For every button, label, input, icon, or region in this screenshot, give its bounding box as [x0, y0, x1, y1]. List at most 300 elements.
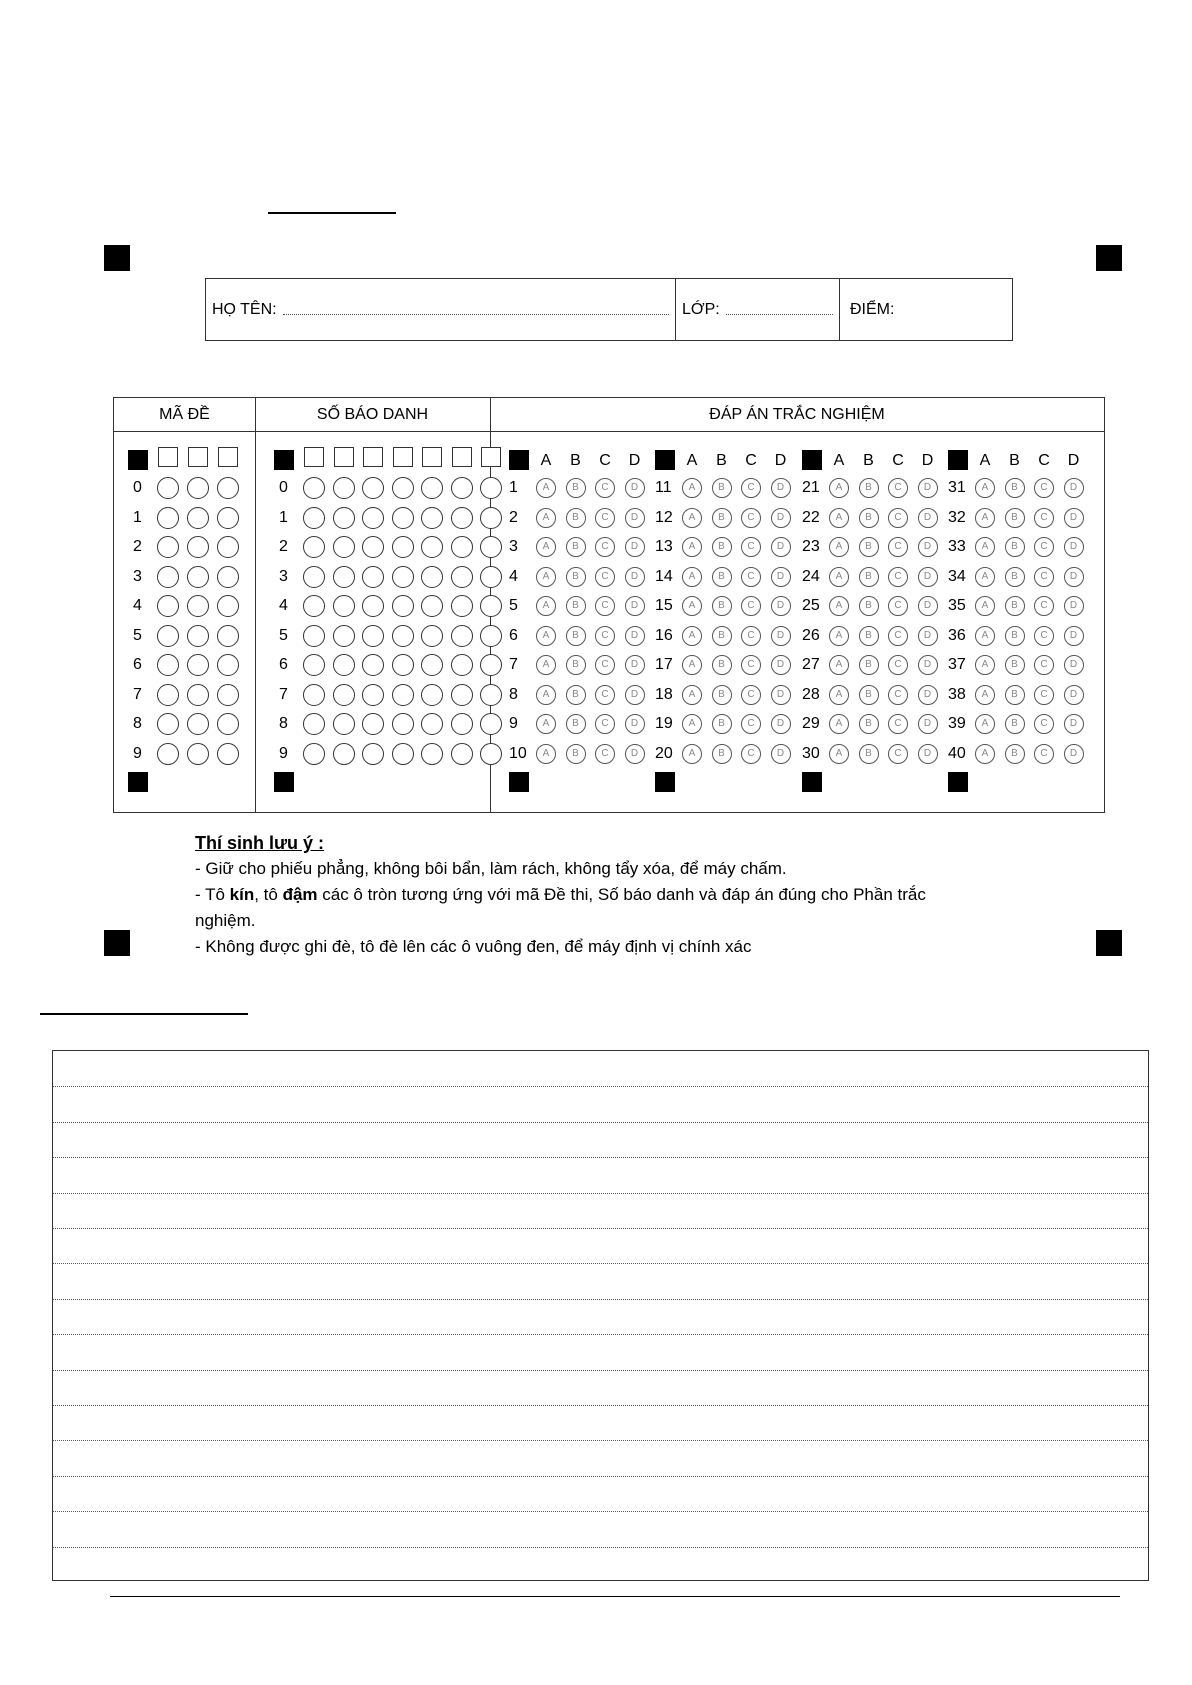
answer-bubble-c[interactable]: C — [741, 596, 761, 616]
student-id-bubble[interactable] — [421, 713, 443, 735]
exam-code-bubble[interactable] — [157, 654, 179, 676]
answer-bubble-c[interactable]: C — [741, 744, 761, 764]
answer-bubble-a[interactable]: A — [975, 714, 995, 734]
answer-bubble-b[interactable]: B — [712, 626, 732, 646]
answer-bubble-b[interactable]: B — [859, 537, 879, 557]
student-id-box[interactable] — [363, 447, 383, 467]
student-id-bubble[interactable] — [362, 595, 384, 617]
student-id-bubble[interactable] — [421, 536, 443, 558]
answer-bubble-b[interactable]: B — [566, 626, 586, 646]
exam-code-bubble[interactable] — [157, 536, 179, 558]
answer-bubble-b[interactable]: B — [1005, 744, 1025, 764]
answer-bubble-d[interactable]: D — [918, 537, 938, 557]
student-id-bubble[interactable] — [480, 536, 502, 558]
answer-bubble-a[interactable]: A — [536, 478, 556, 498]
answer-bubble-d[interactable]: D — [625, 626, 645, 646]
exam-code-bubble[interactable] — [217, 477, 239, 499]
essay-line — [53, 1547, 1148, 1548]
question-number: 14 — [655, 567, 673, 585]
answer-bubble-c[interactable]: C — [888, 685, 908, 705]
answer-bubble-b[interactable]: B — [859, 655, 879, 675]
answer-bubble-a[interactable]: A — [975, 567, 995, 587]
answer-bubble-c[interactable]: C — [1034, 744, 1054, 764]
student-id-bubble[interactable] — [362, 713, 384, 735]
exam-code-bubble[interactable] — [217, 507, 239, 529]
answer-bubble-d[interactable]: D — [1064, 655, 1084, 675]
answer-bubble-d[interactable]: D — [918, 508, 938, 528]
answer-bubble-a[interactable]: A — [682, 567, 702, 587]
timing-mark — [128, 772, 148, 792]
student-id-box[interactable] — [393, 447, 413, 467]
answer-bubble-d[interactable]: D — [625, 655, 645, 675]
answer-bubble-d[interactable]: D — [1064, 567, 1084, 587]
answer-bubble-a[interactable]: A — [829, 626, 849, 646]
student-id-bubble[interactable] — [421, 507, 443, 529]
exam-code-bubble[interactable] — [157, 507, 179, 529]
notes-title: Thí sinh lưu ý : — [195, 833, 325, 853]
answer-bubble-b[interactable]: B — [712, 744, 732, 764]
answer-bubble-c[interactable]: C — [1034, 626, 1054, 646]
name-label: HỌ TÊN: — [212, 300, 277, 318]
answer-bubble-a[interactable]: A — [536, 685, 556, 705]
answer-bubble-d[interactable]: D — [771, 508, 791, 528]
exam-code-title: MÃ ĐỀ — [159, 405, 210, 423]
answer-bubble-d[interactable]: D — [625, 744, 645, 764]
answer-bubble-a[interactable]: A — [682, 685, 702, 705]
student-id-bubble[interactable] — [451, 743, 473, 765]
student-id-bubble[interactable] — [480, 654, 502, 676]
student-id-bubble[interactable] — [333, 743, 355, 765]
answer-bubble-b[interactable]: B — [566, 508, 586, 528]
answer-bubble-d[interactable]: D — [1064, 537, 1084, 557]
corner-marker-bottom-right — [1096, 930, 1122, 956]
answer-bubble-d[interactable]: D — [771, 685, 791, 705]
question-number: 5 — [509, 597, 518, 614]
student-id-digit: 0 — [279, 479, 288, 496]
student-id-bubble[interactable] — [451, 684, 473, 706]
answer-bubble-a[interactable]: A — [536, 714, 556, 734]
student-id-bubble[interactable] — [451, 595, 473, 617]
answer-bubble-b[interactable]: B — [1005, 478, 1025, 498]
answer-bubble-d[interactable]: D — [625, 508, 645, 528]
exam-code-bubble[interactable] — [217, 654, 239, 676]
answer-bubble-c[interactable]: C — [888, 537, 908, 557]
answer-bubble-a[interactable]: A — [682, 714, 702, 734]
exam-code-bubble[interactable] — [187, 654, 209, 676]
answer-bubble-d[interactable]: D — [1064, 714, 1084, 734]
answer-bubble-a[interactable]: A — [975, 744, 995, 764]
answer-bubble-c[interactable]: C — [888, 567, 908, 587]
answer-bubble-a[interactable]: A — [536, 596, 556, 616]
student-id-bubble[interactable] — [362, 625, 384, 647]
essay-line — [53, 1370, 1148, 1371]
answer-bubble-c[interactable]: C — [888, 744, 908, 764]
answer-bubble-b[interactable]: B — [566, 596, 586, 616]
answer-bubble-a[interactable]: A — [682, 478, 702, 498]
exam-code-bubble[interactable] — [217, 713, 239, 735]
answer-bubble-d[interactable]: D — [918, 744, 938, 764]
answer-bubble-d[interactable]: D — [625, 714, 645, 734]
student-id-bubble[interactable] — [303, 713, 325, 735]
student-id-bubble[interactable] — [451, 477, 473, 499]
question-number: 11 — [655, 479, 672, 496]
answer-bubble-b[interactable]: B — [859, 685, 879, 705]
answer-bubble-a[interactable]: A — [975, 596, 995, 616]
exam-code-bubble[interactable] — [157, 595, 179, 617]
exam-code-bubble[interactable] — [217, 566, 239, 588]
answer-bubble-a[interactable]: A — [682, 596, 702, 616]
question-number: 3 — [509, 538, 518, 555]
answer-bubble-d[interactable]: D — [771, 537, 791, 557]
answer-bubble-d[interactable]: D — [771, 596, 791, 616]
answer-bubble-c[interactable]: C — [595, 685, 615, 705]
answers-title: ĐÁP ÁN TRẮC NGHIỆM — [709, 405, 885, 423]
answer-bubble-b[interactable]: B — [859, 744, 879, 764]
answer-bubble-a[interactable]: A — [682, 626, 702, 646]
choice-header-b: B — [570, 452, 581, 469]
student-id-digit: 3 — [279, 567, 288, 585]
essay-line — [53, 1405, 1148, 1406]
answer-bubble-c[interactable]: C — [888, 626, 908, 646]
answer-bubble-b[interactable]: B — [712, 478, 732, 498]
answer-bubble-c[interactable]: C — [888, 655, 908, 675]
student-id-bubble[interactable] — [303, 595, 325, 617]
answer-bubble-d[interactable]: D — [625, 596, 645, 616]
student-id-bubble[interactable] — [392, 743, 414, 765]
answer-bubble-a[interactable]: A — [682, 537, 702, 557]
student-id-bubble[interactable] — [362, 536, 384, 558]
exam-code-bubble[interactable] — [187, 536, 209, 558]
student-id-bubble[interactable] — [333, 684, 355, 706]
answer-bubble-a[interactable]: A — [975, 626, 995, 646]
student-id-bubble[interactable] — [362, 684, 384, 706]
answer-bubble-c[interactable]: C — [1034, 567, 1054, 587]
exam-code-box[interactable] — [218, 447, 238, 467]
student-id-bubble[interactable] — [480, 507, 502, 529]
answer-bubble-b[interactable]: B — [859, 714, 879, 734]
score-label: ĐIỂM: — [850, 300, 895, 318]
exam-code-bubble[interactable] — [187, 566, 209, 588]
answer-bubble-b[interactable]: B — [1005, 567, 1025, 587]
answer-bubble-a[interactable]: A — [829, 537, 849, 557]
question-number: 7 — [509, 656, 518, 673]
exam-code-bubble[interactable] — [157, 713, 179, 735]
answer-bubble-a[interactable]: A — [829, 744, 849, 764]
answer-bubble-d[interactable]: D — [771, 567, 791, 587]
score-cell[interactable] — [839, 279, 1012, 340]
student-id-bubble[interactable] — [333, 654, 355, 676]
student-id-box[interactable] — [422, 447, 442, 467]
answer-bubble-a[interactable]: A — [536, 537, 556, 557]
answer-bubble-b[interactable]: B — [566, 537, 586, 557]
answer-bubble-c[interactable]: C — [595, 714, 615, 734]
student-id-bubble[interactable] — [480, 566, 502, 588]
answer-bubble-d[interactable]: D — [1064, 685, 1084, 705]
exam-code-bubble[interactable] — [157, 743, 179, 765]
answer-bubble-c[interactable]: C — [1034, 714, 1054, 734]
student-id-digit: 5 — [279, 626, 288, 644]
answer-bubble-d[interactable]: D — [918, 714, 938, 734]
answer-bubble-c[interactable]: C — [595, 655, 615, 675]
answer-bubble-a[interactable]: A — [829, 596, 849, 616]
answer-bubble-d[interactable]: D — [625, 537, 645, 557]
answer-bubble-a[interactable]: A — [536, 744, 556, 764]
answer-bubble-a[interactable]: A — [536, 655, 556, 675]
student-id-bubble[interactable] — [303, 654, 325, 676]
answer-bubble-a[interactable]: A — [682, 655, 702, 675]
answer-bubble-b[interactable]: B — [859, 478, 879, 498]
student-id-bubble[interactable] — [303, 743, 325, 765]
answer-bubble-d[interactable]: D — [1064, 478, 1084, 498]
answer-bubble-a[interactable]: A — [975, 685, 995, 705]
class-cell[interactable] — [675, 279, 839, 340]
student-id-bubble[interactable] — [362, 566, 384, 588]
student-id-bubble[interactable] — [421, 625, 443, 647]
answer-bubble-d[interactable]: D — [771, 478, 791, 498]
exam-code-bubble[interactable] — [217, 536, 239, 558]
exam-code-bubble[interactable] — [187, 625, 209, 647]
answer-bubble-d[interactable]: D — [771, 744, 791, 764]
answer-bubble-d[interactable]: D — [771, 714, 791, 734]
student-id-box[interactable] — [334, 447, 354, 467]
student-id-bubble[interactable] — [480, 477, 502, 499]
answer-bubble-d[interactable]: D — [625, 567, 645, 587]
exam-code-bubble[interactable] — [187, 684, 209, 706]
exam-code-bubble[interactable] — [157, 684, 179, 706]
answer-bubble-c[interactable]: C — [1034, 685, 1054, 705]
answer-bubble-b[interactable]: B — [1005, 537, 1025, 557]
answer-bubble-c[interactable]: C — [741, 478, 761, 498]
answer-bubble-c[interactable]: C — [741, 655, 761, 675]
student-id-box[interactable] — [481, 447, 501, 467]
answer-bubble-a[interactable]: A — [536, 626, 556, 646]
answer-bubble-b[interactable]: B — [566, 567, 586, 587]
answer-bubble-d[interactable]: D — [918, 626, 938, 646]
student-id-box[interactable] — [452, 447, 472, 467]
answer-bubble-b[interactable]: B — [712, 537, 732, 557]
student-id-bubble[interactable] — [333, 566, 355, 588]
essay-writing-area[interactable] — [52, 1050, 1149, 1581]
answer-bubble-b[interactable]: B — [1005, 508, 1025, 528]
answer-bubble-c[interactable]: C — [595, 508, 615, 528]
answer-bubble-a[interactable]: A — [682, 744, 702, 764]
student-id-bubble[interactable] — [480, 625, 502, 647]
exam-code-bubble[interactable] — [157, 625, 179, 647]
student-id-box[interactable] — [304, 447, 324, 467]
answer-bubble-a[interactable]: A — [975, 655, 995, 675]
exam-code-bubble[interactable] — [187, 595, 209, 617]
student-id-bubble[interactable] — [333, 507, 355, 529]
student-id-bubble[interactable] — [303, 566, 325, 588]
answer-bubble-c[interactable]: C — [1034, 537, 1054, 557]
student-id-bubble[interactable] — [421, 566, 443, 588]
answer-bubble-d[interactable]: D — [918, 478, 938, 498]
answer-bubble-d[interactable]: D — [771, 655, 791, 675]
student-id-bubble[interactable] — [480, 684, 502, 706]
student-id-bubble[interactable] — [303, 684, 325, 706]
student-id-digit: 9 — [279, 744, 288, 762]
exam-code-bubble[interactable] — [217, 743, 239, 765]
answer-bubble-b[interactable]: B — [859, 626, 879, 646]
answer-bubble-c[interactable]: C — [741, 685, 761, 705]
answer-bubble-b[interactable]: B — [1005, 685, 1025, 705]
answer-bubble-a[interactable]: A — [536, 508, 556, 528]
answer-bubble-a[interactable]: A — [829, 655, 849, 675]
student-id-bubble[interactable] — [421, 477, 443, 499]
student-id-bubble[interactable] — [303, 536, 325, 558]
answer-bubble-b[interactable]: B — [566, 685, 586, 705]
answer-bubble-d[interactable]: D — [918, 655, 938, 675]
answer-bubble-d[interactable]: D — [1064, 744, 1084, 764]
student-id-bubble[interactable] — [480, 595, 502, 617]
answer-bubble-b[interactable]: B — [712, 655, 732, 675]
answer-bubble-a[interactable]: A — [682, 508, 702, 528]
answer-bubble-b[interactable]: B — [1005, 714, 1025, 734]
student-id-bubble[interactable] — [333, 625, 355, 647]
answer-bubble-c[interactable]: C — [741, 567, 761, 587]
answer-bubble-c[interactable]: C — [741, 626, 761, 646]
answer-bubble-b[interactable]: B — [566, 714, 586, 734]
exam-code-bubble[interactable] — [217, 684, 239, 706]
student-id-bubble[interactable] — [392, 536, 414, 558]
answer-bubble-a[interactable]: A — [975, 478, 995, 498]
answer-bubble-b[interactable]: B — [566, 478, 586, 498]
exam-code-bubble[interactable] — [217, 625, 239, 647]
student-id-bubble[interactable] — [480, 713, 502, 735]
answer-bubble-d[interactable]: D — [625, 685, 645, 705]
answer-bubble-d[interactable]: D — [625, 478, 645, 498]
answer-bubble-a[interactable]: A — [975, 508, 995, 528]
student-id-bubble[interactable] — [333, 536, 355, 558]
student-id-bubble[interactable] — [421, 595, 443, 617]
student-id-bubble[interactable] — [303, 477, 325, 499]
answer-bubble-a[interactable]: A — [829, 478, 849, 498]
answer-bubble-b[interactable]: B — [566, 655, 586, 675]
answer-bubble-c[interactable]: C — [595, 744, 615, 764]
answer-bubble-c[interactable]: C — [741, 714, 761, 734]
answer-bubble-c[interactable]: C — [595, 567, 615, 587]
student-id-bubble[interactable] — [421, 743, 443, 765]
exam-code-box[interactable] — [188, 447, 208, 467]
exam-code-bubble[interactable] — [217, 595, 239, 617]
answer-bubble-d[interactable]: D — [918, 567, 938, 587]
answer-bubble-c[interactable]: C — [888, 478, 908, 498]
answer-bubble-a[interactable]: A — [829, 685, 849, 705]
answer-bubble-d[interactable]: D — [1064, 508, 1084, 528]
answer-bubble-c[interactable]: C — [1034, 508, 1054, 528]
answer-bubble-b[interactable]: B — [566, 744, 586, 764]
student-id-bubble[interactable] — [362, 654, 384, 676]
answer-bubble-b[interactable]: B — [712, 567, 732, 587]
answer-bubble-b[interactable]: B — [712, 508, 732, 528]
answer-bubble-c[interactable]: C — [595, 596, 615, 616]
student-id-bubble[interactable] — [451, 713, 473, 735]
question-number: 38 — [948, 685, 966, 703]
choice-header-a: A — [686, 452, 698, 469]
student-id-bubble[interactable] — [392, 477, 414, 499]
choice-header-b: B — [1009, 452, 1020, 469]
answer-bubble-b[interactable]: B — [1005, 655, 1025, 675]
student-id-bubble[interactable] — [333, 713, 355, 735]
student-id-bubble[interactable] — [392, 713, 414, 735]
student-id-bubble[interactable] — [421, 684, 443, 706]
answer-bubble-d[interactable]: D — [918, 685, 938, 705]
timing-mark — [655, 772, 675, 792]
answer-bubble-c[interactable]: C — [888, 508, 908, 528]
answer-bubble-c[interactable]: C — [1034, 596, 1054, 616]
answer-bubble-b[interactable]: B — [859, 508, 879, 528]
answer-bubble-b[interactable]: B — [859, 596, 879, 616]
student-id-bubble[interactable] — [392, 595, 414, 617]
student-id-bubble[interactable] — [451, 566, 473, 588]
answer-bubble-a[interactable]: A — [536, 567, 556, 587]
student-id-bubble[interactable] — [451, 654, 473, 676]
student-id-bubble[interactable] — [392, 507, 414, 529]
student-id-bubble[interactable] — [392, 625, 414, 647]
answer-bubble-c[interactable]: C — [888, 714, 908, 734]
answer-bubble-c[interactable]: C — [1034, 655, 1054, 675]
student-id-bubble[interactable] — [480, 743, 502, 765]
student-id-bubble[interactable] — [303, 507, 325, 529]
answer-bubble-d[interactable]: D — [771, 626, 791, 646]
student-id-bubble[interactable] — [451, 536, 473, 558]
answer-bubble-d[interactable]: D — [1064, 596, 1084, 616]
name-cell[interactable] — [206, 279, 675, 340]
answer-bubble-b[interactable]: B — [712, 685, 732, 705]
answer-bubble-a[interactable]: A — [975, 537, 995, 557]
exam-code-box[interactable] — [158, 447, 178, 467]
exam-code-bubble[interactable] — [157, 566, 179, 588]
exam-code-bubble[interactable] — [187, 507, 209, 529]
answer-bubble-b[interactable]: B — [1005, 626, 1025, 646]
answer-bubble-a[interactable]: A — [829, 508, 849, 528]
student-id-bubble[interactable] — [392, 654, 414, 676]
student-id-bubble[interactable] — [421, 654, 443, 676]
answer-bubble-c[interactable]: C — [595, 537, 615, 557]
student-id-bubble[interactable] — [362, 477, 384, 499]
student-id-bubble[interactable] — [333, 595, 355, 617]
exam-code-bubble[interactable] — [187, 713, 209, 735]
answer-bubble-c[interactable]: C — [741, 537, 761, 557]
answer-bubble-c[interactable]: C — [595, 626, 615, 646]
answer-bubble-b[interactable]: B — [712, 596, 732, 616]
student-id-bubble[interactable] — [362, 743, 384, 765]
student-id-bubble[interactable] — [333, 477, 355, 499]
answer-bubble-c[interactable]: C — [595, 478, 615, 498]
student-id-bubble[interactable] — [451, 507, 473, 529]
answer-bubble-b[interactable]: B — [1005, 596, 1025, 616]
answer-bubble-b[interactable]: B — [712, 714, 732, 734]
answer-bubble-c[interactable]: C — [1034, 478, 1054, 498]
exam-code-bubble[interactable] — [187, 743, 209, 765]
answer-bubble-c[interactable]: C — [888, 596, 908, 616]
question-number: 32 — [948, 508, 966, 526]
answer-bubble-b[interactable]: B — [859, 567, 879, 587]
answer-bubble-a[interactable]: A — [829, 567, 849, 587]
choice-header-b: B — [716, 452, 727, 469]
student-id-bubble[interactable] — [392, 684, 414, 706]
answer-bubble-c[interactable]: C — [741, 508, 761, 528]
student-id-bubble[interactable] — [392, 566, 414, 588]
student-id-bubble[interactable] — [362, 507, 384, 529]
answer-bubble-a[interactable]: A — [829, 714, 849, 734]
answer-bubble-d[interactable]: D — [918, 596, 938, 616]
student-id-bubble[interactable] — [303, 625, 325, 647]
answer-bubble-d[interactable]: D — [1064, 626, 1084, 646]
student-id-bubble[interactable] — [451, 625, 473, 647]
exam-code-bubble[interactable] — [157, 477, 179, 499]
exam-code-bubble[interactable] — [187, 477, 209, 499]
